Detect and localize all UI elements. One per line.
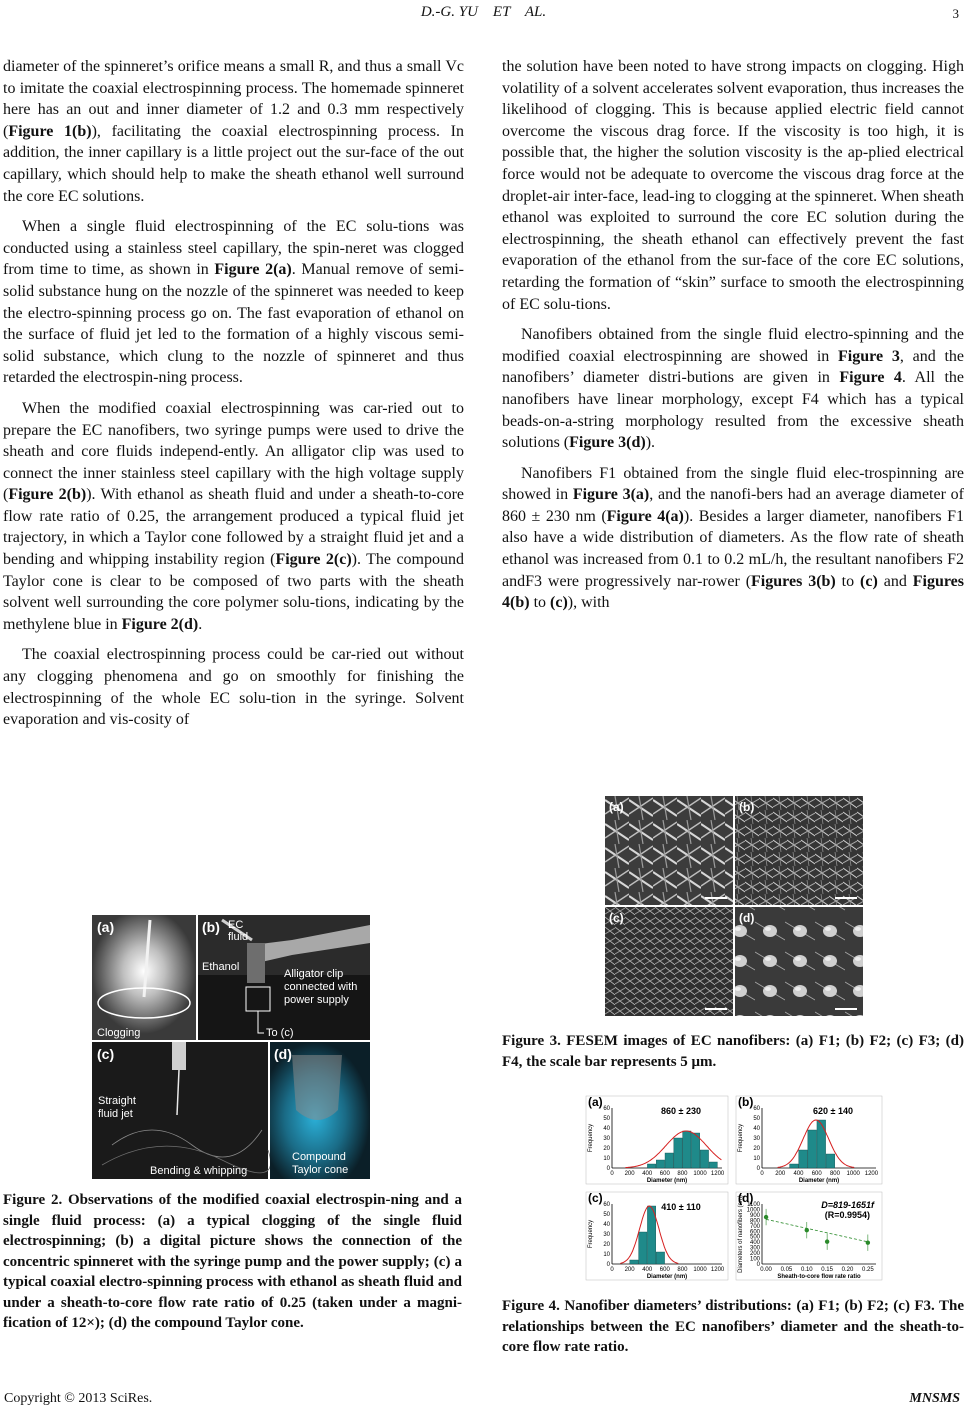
y-tick-label: 50 (753, 1116, 760, 1122)
figure-reference: Figures 3(b) (751, 572, 836, 590)
y-tick-label: 60 (603, 1106, 610, 1112)
data-point (805, 1228, 809, 1232)
chart-panel-label: (c) (588, 1191, 603, 1205)
x-tick-label: 0.00 (760, 1267, 772, 1273)
page-number: 3 (952, 6, 959, 21)
regression-equation: D=819-1651f (821, 1200, 874, 1210)
histogram-bar (665, 1153, 673, 1168)
text: , and the nanofibers’ diameter distri-butions are given in (502, 347, 964, 387)
x-tick-label: 400 (642, 1267, 653, 1273)
photo-panel-d (270, 1042, 370, 1179)
y-tick-label: 300 (749, 1245, 760, 1252)
y-tick-label: 40 (603, 1222, 610, 1228)
annotation-clogging: Clogging (97, 1027, 141, 1039)
x-tick-label: 0.25 (862, 1267, 874, 1273)
figure-reference: Figures 4(b) (502, 572, 965, 612)
paragraph (502, 324, 964, 454)
x-tick-label: 0 (760, 1171, 764, 1177)
y-tick-label: 100 (749, 1256, 760, 1263)
y-tick-label: 60 (753, 1106, 760, 1112)
y-tick-label: 60 (603, 1202, 610, 1208)
x-tick-label: 800 (677, 1171, 688, 1177)
figure-reference: (c) (550, 594, 568, 612)
histogram-bar (808, 1130, 817, 1168)
figure-reference: Figure 2(b) (8, 486, 87, 504)
figure-2-caption: Figure 2. Observations of the modified coaxial electrospin-ning and a single fluid process: (a) a typical clogging of the single fluid electrospinning; (b) a digital picture shows the connection of the concentric spinneret with the syringe pump and the power supply; (c) a typical coaxial electro-spinning process with ethanol as sheath fluid and under a sheath-to-core flow rate ratio of 0.25 (taken under a magni-fication of 12×); (d) the compound Taylor cone. (3, 1192, 462, 1331)
text: Nanofibers obtained from the single fluid electro-spinning and the modified coaxial electrospinning are showed in (502, 326, 964, 365)
x-axis-label: Sheath-to-core flow rate ratio (777, 1274, 861, 1280)
panel-label-a: (a) (97, 919, 115, 935)
photo-panel-b (198, 915, 370, 1040)
page-header (0, 2, 967, 22)
fesem-panel-b (735, 796, 863, 905)
paragraph (3, 216, 464, 389)
x-tick-label: 400 (793, 1171, 804, 1177)
annotation-bending: Bending & whipping (150, 1165, 248, 1177)
data-point (764, 1215, 768, 1219)
y-tick-label: 30 (603, 1136, 610, 1142)
annotation-to-c: To (c) (266, 1027, 294, 1039)
x-tick-label: 600 (659, 1267, 670, 1273)
text: ). Besides a larger diameter, nanofibers F1 also have a wide distribution of diameters. As the flow rate of sheath ethanol was increased from 0.1 to 0.2 mL/h, the resultant nanofibers F2 andF3 were progressively nar-rower ( (502, 507, 964, 590)
y-tick-label: 800 (749, 1218, 760, 1225)
y-tick-label: 10 (753, 1156, 760, 1162)
histogram-bar (647, 1164, 655, 1168)
text: to (529, 594, 551, 612)
right-column (502, 56, 964, 623)
x-tick-label: 1000 (693, 1267, 707, 1273)
copyright: Copyright © 2013 SciRes. (4, 1391, 153, 1406)
text: the solution have been noted to have strong impacts on clogging. High volatility of a solvent accelerates solvent evaporation, thus increases the likelihood of clogging. This is because applied electric field cannot overcome the viscous drag force. If the viscosity is too high, it is possible that, the higher the solution viscosity is the ap-plied electrical force would not be adequate to overcome the viscous drag force at the droplet-air inter-face, lead-ing to clogging at the spinneret. When sheath ethanol was exploited to surround the core EC solution during the electrospinning, the sheath ethanol can effectively prevent the fast evaporation of the ethanol from the sur-face of the core EC solutions, retarding the formation of “skin” surface to smooth the electrospinning of EC solu-tions. (502, 58, 964, 313)
figure-reference: (c) (860, 572, 878, 590)
y-tick-label: 1100 (747, 1202, 760, 1208)
y-tick-label: 10 (603, 1252, 610, 1258)
x-tick-label: 0 (610, 1267, 614, 1273)
figure-reference: Figure 2(d) (121, 615, 199, 633)
paragraph (3, 56, 464, 207)
x-tick-label: 0.20 (841, 1267, 854, 1273)
fesem-label-a: (a) (609, 800, 624, 814)
fesem-panel-d (735, 907, 863, 1016)
y-tick-label: 500 (749, 1234, 760, 1241)
histogram-bar (674, 1138, 682, 1168)
histogram-bar (630, 1260, 638, 1264)
text: . All the nanofibers have linear morphology, except F4 which has a typical beads-on-a-string morphology resulted from the excessive sheath solutions ( (502, 369, 964, 452)
histogram-bar (656, 1160, 664, 1168)
histogram-bar (709, 1162, 717, 1168)
y-tick-label: 0 (606, 1262, 610, 1268)
x-tick-label: 800 (677, 1267, 688, 1273)
y-axis-label: Diameters of nanofibers (nm) (738, 1195, 744, 1273)
x-tick-label: 0.10 (800, 1267, 813, 1273)
histogram-bar (683, 1131, 691, 1168)
y-axis-label: Frequency (738, 1123, 744, 1153)
x-tick-label: 800 (829, 1171, 840, 1177)
fesem-label-c: (c) (609, 911, 624, 925)
figure-reference: Figure 4(a) (606, 507, 684, 525)
text: When a single fluid electrospinning of the EC solu-tions was conducted using a stainless steel capillary, the spin-neret was clogged from time to time, as shown in (3, 218, 464, 279)
fesem-label-d: (d) (739, 911, 755, 925)
x-tick-label: 1200 (710, 1171, 725, 1177)
fesem-label-b: (b) (739, 800, 755, 814)
histogram-bar (826, 1154, 835, 1168)
text: . (198, 615, 203, 633)
annotation-ec: EC (228, 919, 244, 931)
annotation-straight-2: fluid jet (98, 1108, 133, 1120)
x-tick-label: 400 (642, 1171, 653, 1177)
text: ), with (567, 594, 610, 612)
figure-4-charts (584, 1094, 884, 1282)
y-tick-label: 40 (603, 1126, 610, 1132)
x-tick-label: 0 (610, 1171, 614, 1177)
y-tick-label: 200 (749, 1251, 760, 1258)
y-tick-label: 0 (606, 1166, 610, 1172)
annotation-alligator-2: connected with (284, 981, 358, 993)
y-tick-label: 50 (603, 1116, 610, 1122)
x-axis-label: Diameter (nm) (646, 1178, 688, 1184)
annotation-alligator-1: Alligator clip (284, 968, 344, 980)
x-tick-label: 600 (659, 1171, 670, 1177)
paragraph (502, 463, 964, 614)
left-column (3, 56, 464, 740)
histogram-bar (817, 1120, 826, 1168)
y-tick-label: 50 (603, 1212, 610, 1218)
figure-reference: Figure 3 (838, 347, 900, 365)
x-tick-label: 1000 (693, 1171, 707, 1177)
x-tick-label: 0.15 (821, 1267, 833, 1273)
text: When the modified coaxial electrospinning was car-ried out to prepare the EC nanofibers, two syringe pumps were used to drive the sheath and core fluids independ-ently. An alligator clip was used to connect the inner stainless steel capillary with the high voltage supply ( (3, 399, 464, 504)
histogram-bar (639, 1232, 647, 1264)
distribution-annotation: 860 ± 230 (661, 1106, 701, 1116)
text: ), facilitating the coaxial electrospinning process. In addition, the inner capillary is a little project out the sur-face of the out capillary, which should help to make the sheath ethanol well surround the core EC solutions. (3, 122, 464, 205)
regression-r: (R=0.9954) (824, 1210, 870, 1220)
figure-reference: Figure 2(c) (275, 551, 352, 569)
photo-panel-a (92, 915, 196, 1040)
text: ). (645, 434, 656, 452)
paragraph (3, 644, 464, 730)
y-tick-label: 600 (749, 1229, 760, 1236)
text: , and the nanofi-bers had an average diameter of 860 ± 230 nm ( (502, 486, 964, 525)
y-tick-label: 10 (603, 1156, 610, 1162)
x-tick-label: 200 (775, 1171, 786, 1177)
paragraph (3, 398, 464, 636)
x-tick-label: 0.05 (780, 1267, 793, 1273)
fesem-panel-a (605, 796, 733, 905)
photo-panel-c (92, 1042, 271, 1179)
panel-label-c: (c) (97, 1046, 115, 1062)
histogram-bar (700, 1150, 708, 1168)
figure-reference: Figure 3(a) (572, 486, 650, 504)
distribution-annotation: 410 ± 110 (661, 1202, 701, 1212)
annotation-alligator-3: power supply (284, 994, 349, 1006)
y-tick-label: 30 (603, 1232, 610, 1238)
figure-reference: Figure 2(a) (214, 261, 292, 279)
panel-label-b: (b) (202, 919, 220, 935)
data-point (825, 1239, 829, 1243)
x-tick-label: 1000 (846, 1171, 860, 1177)
figure-3-caption: Figure 3. FESEM images of EC nanofibers: (a) F1; (b) F2; (c) F3; (d) F4, the scale bar represents 5 μm. (502, 1033, 964, 1070)
x-tick-label: 600 (811, 1171, 822, 1177)
x-axis-label: Diameter (nm) (646, 1274, 688, 1280)
x-tick-label: 1200 (710, 1267, 725, 1273)
annotation-straight-1: Straight (98, 1095, 136, 1107)
fesem-panel-c (605, 907, 733, 1016)
data-point (866, 1241, 870, 1245)
figure-4-caption: Figure 4. Nanofiber diameters’ distributions: (a) F1; (b) F2; (c) F3. The relationships between the EC nanofibers’ diameter and the sheath-to-core flow rate ratio. (502, 1298, 964, 1355)
chart-panel-label: (d) (738, 1191, 754, 1205)
y-axis-label: Frequency (588, 1219, 594, 1249)
y-tick-label: 700 (749, 1223, 760, 1230)
text: . Manual remove of semi-solid substance hung on the nozzle of the spinneret was needed to keep the electro-spinning process go on. The fast evaporation of ethanol on the surface of fluid jet led to the formation of a highly viscous semi-solid substance, which clung to the nozzle of spinneret and thus retarded the electrospin-ning process. (3, 261, 464, 387)
y-tick-label: 20 (753, 1146, 760, 1152)
histogram-bar (691, 1133, 699, 1168)
figure-3-fesem (605, 796, 863, 1016)
text: ). The compound Taylor cone is clear to be composed of two parts with the sheath solvent well surrounding the core polymer solu-tions, indicating by the methylene blue in (3, 551, 464, 633)
text: ). With ethanol as sheath fluid and under a sheath-to-core flow rate ratio of 0.25, the arrangement produced a typical fluid jet trajectory, in which a Taylor cone followed by a straight fluid jet and a bending and whipping instability region ( (3, 486, 464, 569)
figure-reference: Figure 1(b) (8, 122, 92, 140)
journal-name: MNSMS (909, 1391, 960, 1406)
x-tick-label: 200 (624, 1267, 635, 1273)
histogram-bar (790, 1164, 799, 1168)
text: Nanofibers F1 obtained from the single fluid elec-trospinning are showed in (502, 464, 964, 504)
chart-panel-label: (b) (738, 1095, 754, 1109)
x-axis-label: Diameter (nm) (798, 1178, 840, 1184)
distribution-annotation: 620 ± 140 (813, 1106, 853, 1116)
y-axis-label: Frequency (588, 1123, 594, 1153)
y-tick-label: 0 (756, 1262, 760, 1268)
annotation-compound-1: Compound (292, 1151, 346, 1163)
page-footer (4, 1391, 964, 1407)
paragraph (502, 56, 964, 315)
y-tick-label: 40 (753, 1126, 760, 1132)
histogram-bar (656, 1252, 664, 1264)
y-tick-label: 20 (603, 1146, 610, 1152)
x-tick-label: 1200 (864, 1171, 879, 1177)
panel-label-d: (d) (274, 1046, 292, 1062)
y-tick-label: 400 (749, 1240, 760, 1247)
annotation-ethanol: Ethanol (202, 961, 240, 973)
histogram-bar (799, 1150, 808, 1168)
y-tick-label: 1000 (746, 1207, 760, 1214)
annotation-compound-2: Taylor cone (292, 1164, 349, 1176)
y-tick-label: 30 (753, 1136, 760, 1142)
text: to (835, 572, 861, 590)
x-tick-label: 200 (624, 1171, 635, 1177)
text: and (877, 572, 913, 590)
annotation-fluid: fluid (228, 931, 249, 943)
figure-reference: Figure 4 (839, 369, 902, 387)
figure-2-photos (92, 915, 370, 1179)
y-tick-label: 20 (603, 1242, 610, 1248)
text: The coaxial electrospinning process could be car-ried out without any clogging phenomena and go on smoothly for finishing the electrospinning of the whole EC solu-tion in the syringe. Solvent evaporation and vis-cosity of (3, 646, 464, 729)
running-header-authors: D.-G. YU ET AL. (420, 4, 547, 20)
y-tick-label: 0 (756, 1166, 760, 1172)
text: diameter of the spinneret’s orifice means a small R, and thus a small Vc to imitate the coaxial electrospinning process. The homemade spinneret here has an out and inner diameter of 1.2 and 0.3 mm respectively ( (3, 58, 464, 140)
figure-reference: Figure 3(d) (569, 434, 646, 452)
y-tick-label: 900 (749, 1212, 760, 1219)
chart-panel-label: (a) (588, 1095, 603, 1109)
